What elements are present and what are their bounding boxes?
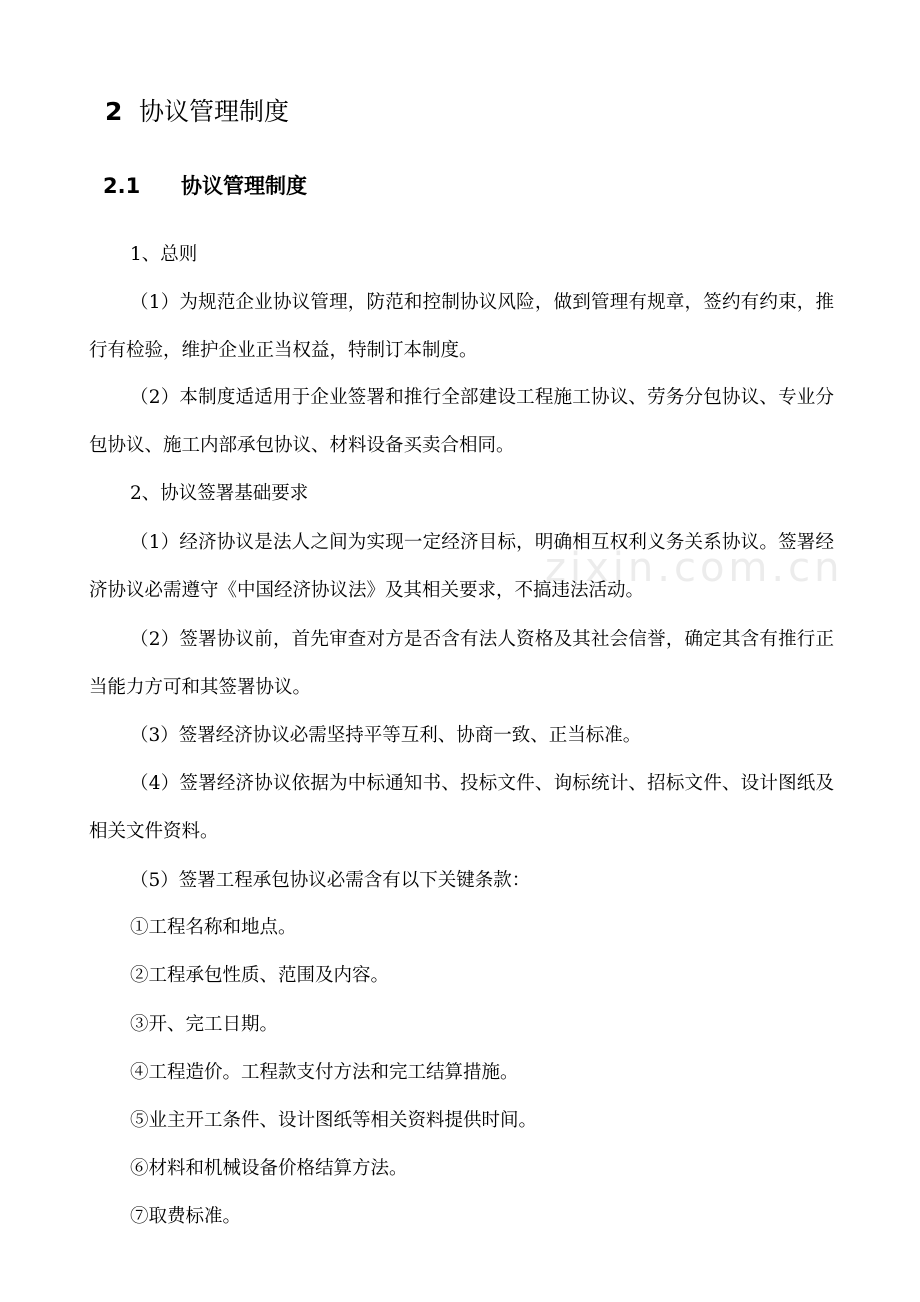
watermark: zixin.com.cn	[545, 545, 844, 591]
list-item: ②工程承包性质、范围及内容。	[130, 965, 390, 986]
paragraph-requirement-4: （4）签署经济协议依据为中标通知书、投标文件、询标统计、招标文件、设计图纸及相关文件资料。	[89, 773, 834, 842]
list-item: ④工程造价。工程款支付方法和完工结算措施。	[130, 1062, 519, 1083]
list-item: ⑤业主开工条件、设计图纸等相关资料提供时间。	[130, 1110, 538, 1131]
list-item: ③开、完工日期。	[130, 1014, 279, 1035]
list-item: ⑥材料和机械设备价格结算方法。	[130, 1158, 408, 1179]
section-title: 协议管理制度	[139, 97, 290, 126]
paragraph-requirement-5: （5）签署工程承包协议必需含有以下关键条款：	[130, 870, 531, 891]
paragraph-requirements-heading: 2、协议签署基础要求	[130, 483, 309, 504]
paragraph-requirement-2: （2）签署协议前，首先审查对方是否含有法人资格及其社会信誉，确定其含有推行正当能力方可和其签署协议。	[89, 629, 834, 698]
list-item: ①工程名称和地点。	[130, 917, 297, 938]
paragraph-general-heading: 1、总则	[130, 244, 198, 265]
section-heading	[105, 94, 289, 130]
subsection-title: 协议管理制度	[181, 174, 307, 198]
list-item: ⑦取费标准。	[130, 1206, 242, 1227]
paragraph-general-2: （2）本制度适适用于企业签署和推行全部建设工程施工协议、劳务分包协议、专业分包协议、施工内部承包协议、材料设备买卖合相同。	[89, 387, 834, 456]
subsection-number: 2.1	[103, 174, 141, 198]
paragraph-requirement-3: （3）签署经济协议必需坚持平等互利、协商一致、正当标准。	[130, 725, 642, 746]
section-number: 2	[105, 97, 123, 126]
paragraph-general-1: （1）为规范企业协议管理，防范和控制协议风险，做到管理有规章，签约有约束，推行有检验，维护企业正当权益，特制订本制度。	[89, 292, 834, 361]
subsection-heading	[103, 170, 307, 202]
paragraph-requirement-1: （1）经济协议是法人之间为实现一定经济目标，明确相互权利义务关系协议。签署经济协议必需遵守《中国经济协议法》及其相关要求，不搞违法活动。	[89, 532, 834, 601]
